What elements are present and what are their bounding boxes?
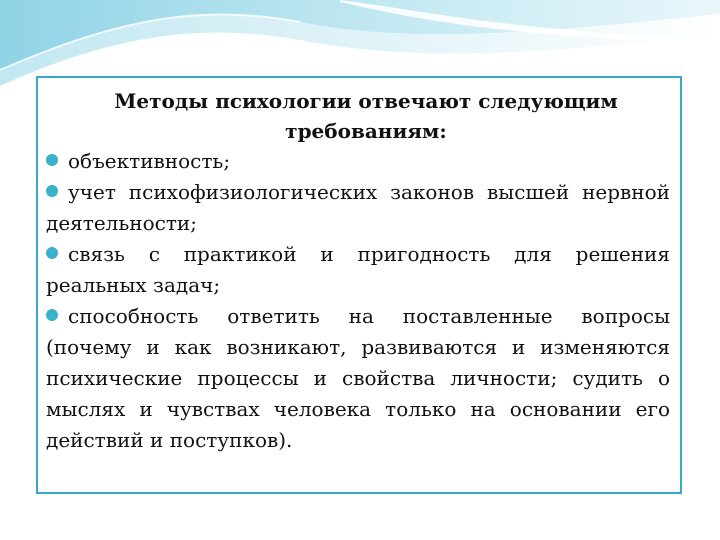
requirements-list	[46, 146, 670, 456]
list-item-text: учет психофизиологических законов высшей нервной деятельности;	[46, 180, 670, 235]
title-line-1: Методы психологии отвечают следующим	[114, 89, 618, 113]
list-item-text: связь с практикой и пригодность для решения реальных задач;	[46, 242, 670, 297]
title-line-2: требованиям:	[285, 119, 447, 143]
list-item-text: объективность;	[68, 149, 231, 173]
list-item	[46, 146, 670, 177]
list-item-text: способность ответить на поставленные вопросы (почему и как возникают, развиваются и изменяются психические процессы и свойства личности; судить о мыслях и чувствах человека только на основании его действий и поступков).	[46, 304, 670, 452]
bullet-dot-icon	[46, 185, 58, 197]
bullet-dot-icon	[46, 247, 58, 259]
bullet-dot-icon	[46, 154, 58, 166]
list-item	[46, 177, 670, 239]
list-item	[46, 301, 670, 456]
content-frame	[36, 76, 682, 494]
bullet-dot-icon	[46, 309, 58, 321]
slide-title	[46, 86, 670, 146]
list-item	[46, 239, 670, 301]
